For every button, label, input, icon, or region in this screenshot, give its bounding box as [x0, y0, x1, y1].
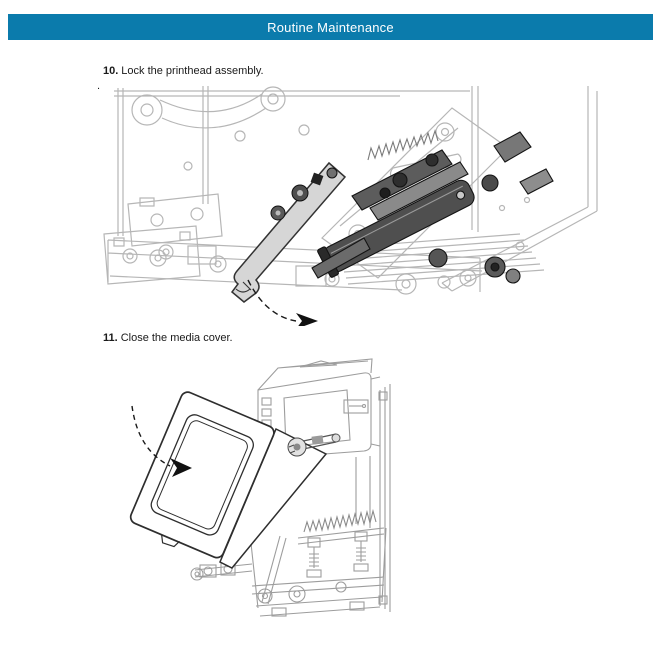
step-11-text: Close the media cover. — [120, 332, 233, 344]
step-11-number: 11. — [103, 332, 118, 344]
toothed-guide-strip-2 — [304, 511, 376, 532]
lock-printhead-assembly-figure — [100, 86, 660, 326]
step-11 — [103, 332, 233, 345]
step-10-text: Lock the printhead assembly. — [121, 65, 264, 77]
step-10 — [103, 65, 264, 78]
arrowhead-icon — [296, 313, 318, 326]
printhead-assembly — [312, 132, 553, 283]
header-bar — [8, 14, 653, 40]
media-cover — [126, 390, 326, 568]
close-media-cover-figure — [100, 356, 420, 656]
stray-mark: . — [97, 80, 101, 92]
step-10-number: 10. — [103, 65, 119, 77]
page-title: Routine Maintenance — [267, 19, 394, 35]
